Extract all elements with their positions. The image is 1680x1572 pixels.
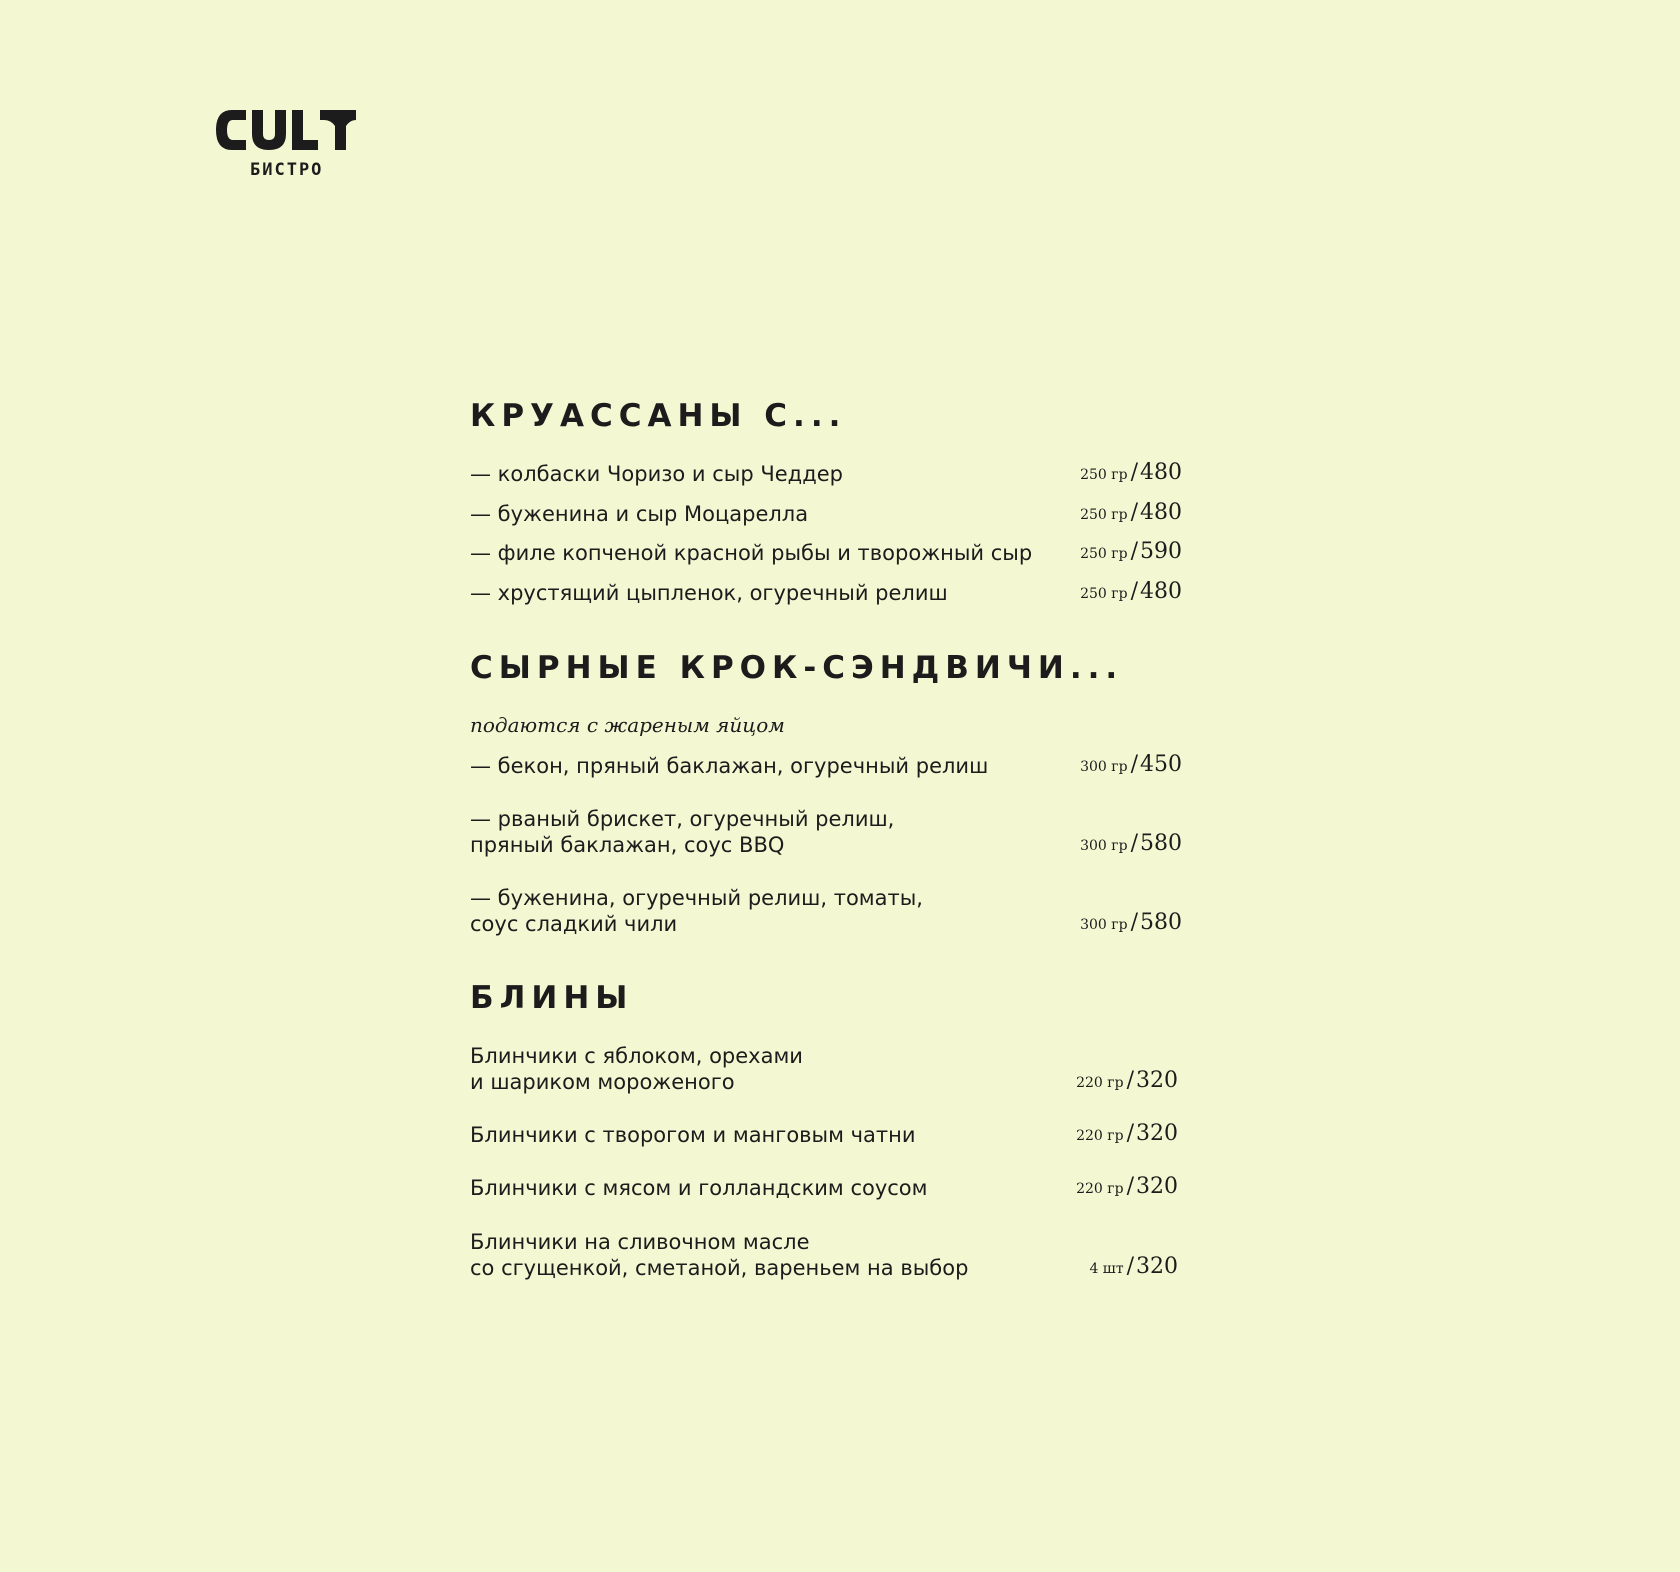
item-cost: 580 [1140, 910, 1182, 935]
menu-item [470, 885, 1182, 937]
item-price: 220 гр /320 [1076, 1174, 1178, 1199]
item-weight: 300 гр [1080, 838, 1128, 854]
item-price: 250 гр /480 [1080, 579, 1182, 604]
menu-item [470, 540, 1182, 566]
item-weight: 300 гр [1080, 917, 1128, 933]
item-weight: 4 шт [1089, 1261, 1124, 1277]
item-price: 250 гр /590 [1080, 539, 1182, 564]
item-price: 300 гр /450 [1080, 752, 1182, 777]
item-name: Блинчики с творогом и манговым чатни [470, 1123, 916, 1147]
item-cost: 480 [1140, 460, 1182, 485]
item-price: 250 гр /480 [1080, 500, 1182, 525]
item-cost: 320 [1136, 1068, 1178, 1093]
section-title-pancakes: БЛИНЫ [470, 980, 634, 1016]
section-title-croissants: КРУАССАНЫ С... [470, 398, 847, 434]
menu-item [470, 1043, 1182, 1095]
item-cost: 580 [1140, 831, 1182, 856]
item-cost: 480 [1140, 579, 1182, 604]
item-name: — бекон, пряный баклажан, огуречный релиш [470, 754, 989, 778]
section-note: подаются с жареным яйцом [470, 713, 785, 737]
item-weight: 250 гр [1080, 586, 1128, 602]
item-price: 300 гр /580 [1080, 831, 1182, 856]
item-weight: 220 гр [1076, 1128, 1124, 1144]
section-title-croque-sandwiches: СЫРНЫЕ КРОК-СЭНДВИЧИ... [470, 650, 1124, 686]
item-weight: 300 гр [1080, 759, 1128, 775]
menu-item [470, 461, 1182, 487]
item-cost: 320 [1136, 1254, 1178, 1279]
item-name: — хрустящий цыпленок, огуречный релиш [470, 581, 948, 605]
item-cost: 480 [1140, 500, 1182, 525]
menu [470, 0, 1190, 1572]
item-name: Блинчики с мясом и голландским соусом [470, 1176, 928, 1200]
item-name: — филе копченой красной рыбы и творожный сыр [470, 541, 1033, 565]
item-name: — буженина и сыр Моцарелла [470, 502, 809, 526]
item-weight: 220 гр [1076, 1181, 1124, 1197]
item-name: — рваный брискет, огуречный релиш, пряный баклажан, соус BBQ [470, 807, 895, 857]
item-weight: 250 гр [1080, 507, 1128, 523]
item-cost: 590 [1140, 539, 1182, 564]
item-price: 220 гр /320 [1076, 1068, 1178, 1093]
item-price: 4 шт /320 [1089, 1254, 1178, 1279]
logo-subtitle: БИСТРО [250, 160, 324, 180]
item-cost: 450 [1140, 752, 1182, 777]
menu-item [470, 1229, 1182, 1281]
item-name: Блинчики с яблоком, орехами и шариком мороженого [470, 1044, 803, 1094]
item-weight: 250 гр [1080, 546, 1128, 562]
item-price: 300 гр /580 [1080, 910, 1182, 935]
item-price: 250 гр /480 [1080, 460, 1182, 485]
menu-item [470, 806, 1182, 858]
item-weight: 220 гр [1076, 1075, 1124, 1091]
menu-item [470, 501, 1182, 527]
menu-item [470, 580, 1182, 606]
menu-item [470, 753, 1182, 779]
item-name: — колбаски Чоризо и сыр Чеддер [470, 462, 843, 486]
item-cost: 320 [1136, 1121, 1178, 1146]
logo [212, 104, 362, 184]
cult-logo-icon [212, 104, 360, 156]
menu-item [470, 1175, 1182, 1201]
item-name: — буженина, огуречный релиш, томаты, соус сладкий чили [470, 886, 923, 936]
item-weight: 250 гр [1080, 467, 1128, 483]
item-name: Блинчики на сливочном масле со сгущенкой, сметаной, вареньем на выбор [470, 1230, 969, 1280]
item-price: 220 гр /320 [1076, 1121, 1178, 1146]
menu-item [470, 1122, 1182, 1148]
item-cost: 320 [1136, 1174, 1178, 1199]
